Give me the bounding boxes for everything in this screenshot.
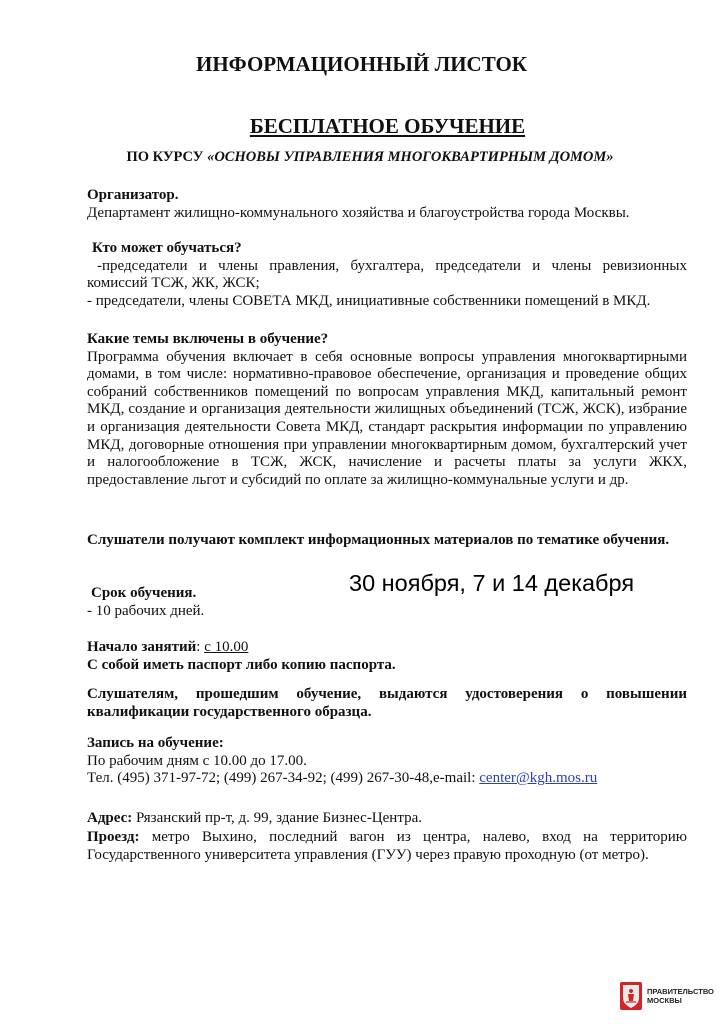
duration-section — [87, 585, 687, 620]
organizer-heading: Организатор. — [87, 187, 179, 203]
start-label: Начало занятий — [87, 639, 197, 655]
course-title — [0, 149, 723, 166]
passport-note: С собой иметь паспорт либо копию паспорта. — [87, 656, 396, 673]
registration-section — [87, 735, 687, 788]
address-line — [87, 810, 687, 828]
start-section — [87, 639, 687, 674]
topics-text: Программа обучения включает в себя основные вопросы управления многоквартирными домами, в том числе: нормативно-правовое обеспечение, организация и проведение общих собраний собственников помещений по вопросам управления МКД, капитальный ремонт МКД, создание и организация деятельности жилищных объединений (ТСЖ, ЖСК), избрание и организация деятельности Совета МКД, стандарт раскрытия информации по управлению МКД, договорные отношения при управлении многоквартирным домом, бухгалтерский учет и налогообложение в ТСЖ, ЖСК, начисление и расчеты платы за услуги ЖКХ, предоставление льгот и субсидий по оплате за жилищно-коммунальные услуги и др. — [87, 348, 687, 488]
materials-text: Слушатели получают комплект информационных материалов по тематике обучения. — [87, 532, 670, 548]
page-subtitle: БЕСПЛАТНОЕ ОБУЧЕНИЕ — [249, 114, 526, 138]
course-name: «ОСНОВЫ УПРАВЛЕНИЯ МНОГОКВАРТИРНЫМ ДОМОМ» — [207, 149, 614, 165]
eligibility-heading: Кто может обучаться? — [92, 240, 242, 256]
topics-heading: Какие темы включены в обучение? — [87, 331, 329, 347]
logo-line-1: ПРАВИТЕЛЬСТВО — [647, 987, 714, 996]
certificate-text: Слушателям, прошедшим обучение, выдаются удостоверения о повышении квалификации государственного образца. — [87, 686, 687, 720]
address-label: Адрес: — [87, 810, 133, 826]
course-prefix: ПО КУРСУ — [126, 149, 208, 165]
registration-heading: Запись на обучение: — [87, 735, 224, 751]
eligibility-section — [87, 240, 687, 310]
route-section — [87, 829, 687, 864]
dates-banner: 30 ноября, 7 и 14 декабря — [349, 570, 635, 596]
page-title: ИНФОРМАЦИОННЫЙ ЛИСТОК — [195, 52, 528, 76]
logo-text — [647, 987, 714, 1005]
eligibility-item-2: - председатели, члены СОВЕТА МКД, инициативные собственники помещений в МКД. — [87, 292, 651, 309]
address-text: Рязанский пр-т, д. 99, здание Бизнес-Центра. — [132, 810, 422, 826]
start-separator: : — [196, 639, 205, 655]
route-label: Проезд: — [87, 829, 140, 845]
registration-hours: По рабочим дням с 10.00 до 17.00. — [87, 752, 307, 769]
email-link[interactable]: center@kgh.mos.ru — [479, 770, 598, 787]
start-time: с 10.00 — [204, 639, 249, 655]
moscow-coat-of-arms-icon — [620, 982, 642, 1010]
eligibility-item-1: -председатели и члены правления, бухгалтера, председатели и члены ревизионных комиссий ТСЖ, ЖК, ЖСК; — [87, 257, 687, 292]
duration-text: - 10 рабочих дней. — [87, 602, 205, 619]
organizer-text: Департамент жилищно-коммунального хозяйства и благоустройства города Москвы. — [87, 204, 630, 221]
topics-section — [87, 331, 687, 489]
registration-phones: Тел. (495) 371-97-72; (499) 267-34-92; (499) 267-30-48,e-mail: — [87, 770, 480, 787]
duration-heading: Срок обучения. — [91, 585, 197, 601]
logo-line-2: МОСКВЫ — [647, 996, 682, 1005]
route-text: метро Выхино, последний вагон из центра, налево, вход на территорию Государственного университета управления (ГУУ) через правую проходную (от метро). — [87, 829, 687, 863]
organizer-section — [87, 187, 687, 222]
